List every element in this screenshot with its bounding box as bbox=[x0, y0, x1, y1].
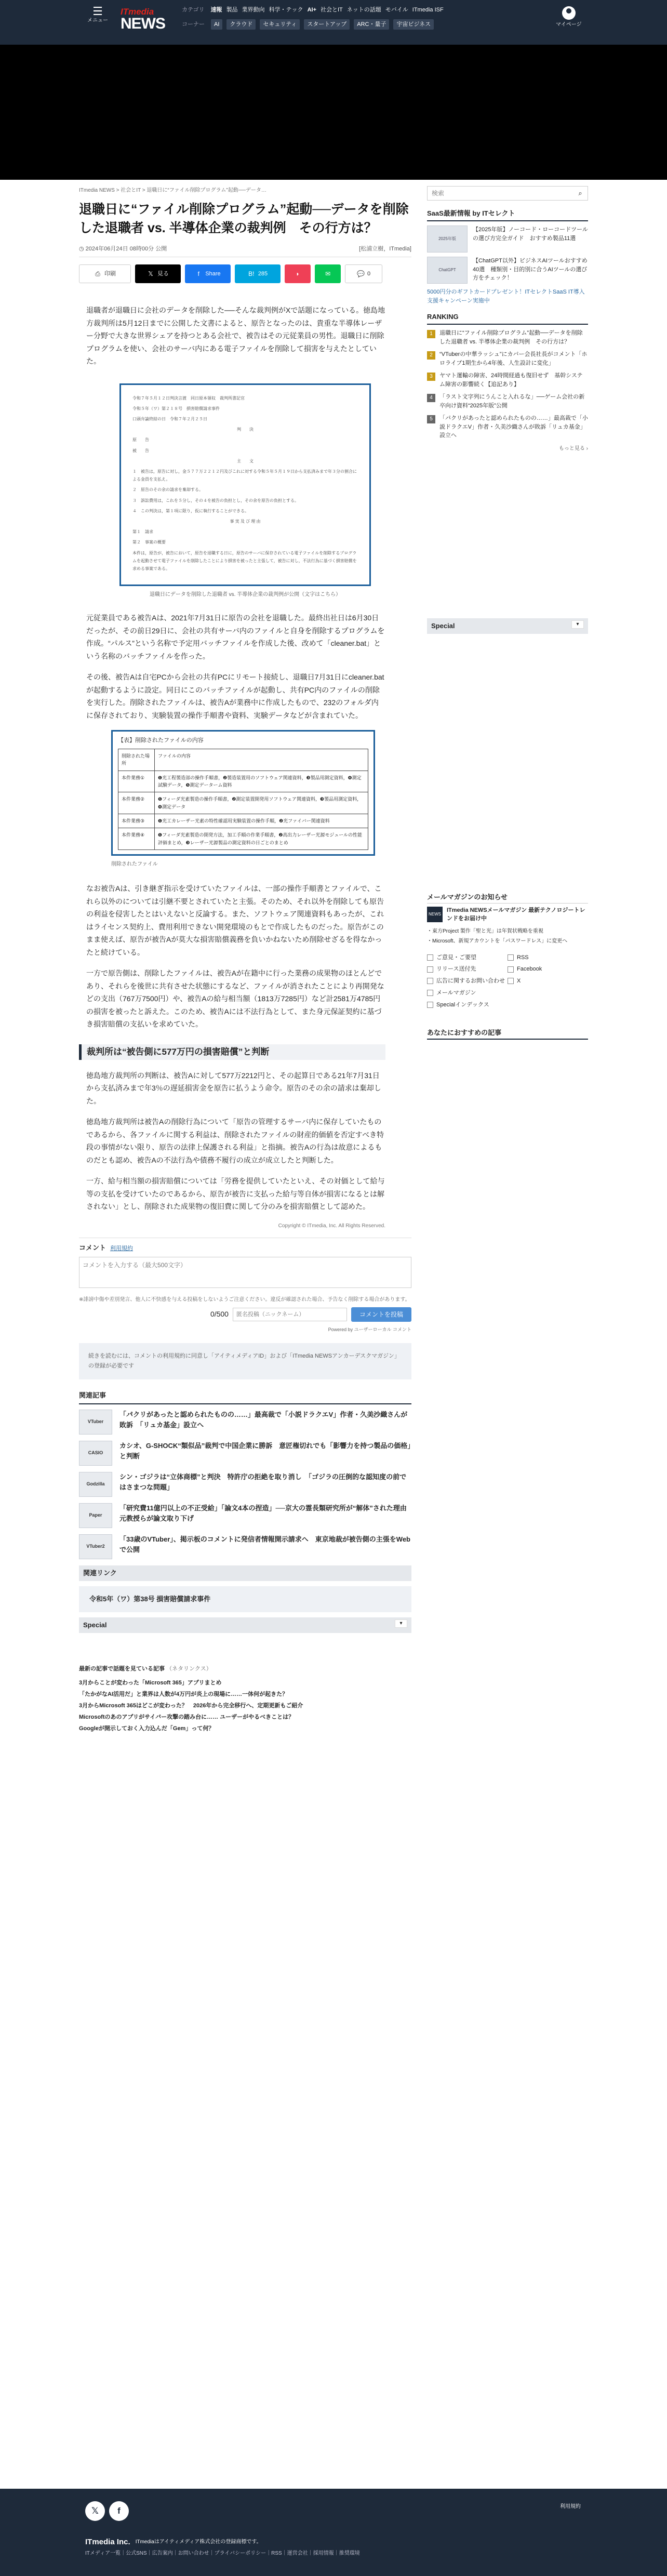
link-icon bbox=[508, 954, 514, 961]
newsletter-promo[interactable]: NEWS ITmedia NEWSメールマガジン 最新テクノロジートレンドをお届け中 bbox=[427, 907, 588, 923]
saas-thumbnail[interactable]: 2025年版 bbox=[427, 225, 468, 253]
ranking-title[interactable]: “VTuberの中華ラッシュ”にカバー会長社長がコメント「ホロライブ1期生から4年後、人生設計に変化」 bbox=[439, 351, 588, 366]
table-cell: 本件業務④ bbox=[118, 828, 155, 850]
nav-tag[interactable]: AI bbox=[211, 19, 222, 30]
table-cell: ❶フィーダ光素製造の開発方法，加工手順の作業手順書，❷高出力レーザー光源モジュールの性能評価まとめ，❸レーザー光源製品の測定資料の日ごとのまとめ bbox=[155, 828, 368, 850]
print-icon: ⎙ bbox=[95, 270, 100, 278]
sidebar-link-label[interactable]: Facebook bbox=[517, 966, 542, 973]
related-article[interactable] bbox=[79, 1441, 411, 1466]
table-row bbox=[118, 771, 368, 792]
login-prompt[interactable]: 続きを読むには、コメントの利用規約に同意し「アイティメディアID」および「ITmedia NEWSアンカーデスクマガジン」の登録が必要です bbox=[79, 1343, 411, 1379]
nav-tag[interactable]: ARC・量子 bbox=[354, 19, 389, 30]
search-input[interactable] bbox=[428, 187, 573, 200]
footer-links[interactable]: ITメディア一覧｜公式SNS｜広告案内｜お問い合わせ｜プライバシーポリシー｜RSS｜運営会社｜採用情報｜推奨環境 bbox=[85, 2551, 360, 2556]
x-icon: 𝕏 bbox=[148, 270, 153, 278]
document-line: 令和５年（ワ）第２１８号 損害賠償請求事件 bbox=[132, 406, 220, 411]
nav-item[interactable]: 社会とIT bbox=[321, 7, 343, 13]
table-cell: ❶光工カレーザー光素の特性確認用実験装置の操作手順，❷光ファイバー関連資料 bbox=[155, 814, 368, 828]
article-paragraph: 一方で原告側は、削除したファイルは、被告Aが在籍中に行った業務の成果物のほとんどであり、それらを後世に共有させた状態にするなど、ファイルが消されたことにより再開発などの支出（767万7500円）や、被告Aの給与相当額（1813万7285円）など計2581万4785円の損害を被ったと訴えた。このため、被告Aには不法行為として、また身元保証契約に基づき損害賠償の支払いを求めていた。 bbox=[86, 969, 384, 1029]
ranking-more-link[interactable]: もっと見る › bbox=[558, 445, 588, 452]
related-article[interactable] bbox=[79, 1534, 411, 1559]
sidebar-link-label[interactable]: 広告に関するお問い合わせ bbox=[436, 978, 505, 985]
global-nav bbox=[182, 5, 444, 34]
document-line: 令和７年５月１２日判決言渡 同日原本領収 裁判所書記官 bbox=[132, 395, 245, 401]
nav-item: カテゴリ bbox=[182, 7, 205, 13]
link-icon bbox=[427, 954, 433, 961]
nav-item[interactable]: ネットの話題 bbox=[346, 7, 381, 13]
ranking-title[interactable]: 「パクリがあったと認められたものの……」最高裁で「小説ドラクエV」作者・久美沙織さんが敗訴「リュカ基金」設立へ bbox=[439, 415, 588, 439]
article-paragraph: 退職者が退職日に会社のデータを削除した──そんな裁判例がXで話題になっている。徳島地方裁判所は5月12日までに公開した文書によると、原告となったのは、貴重な半導体レーザー分野で大きな世界シェアを持つとある会社で、被告はその元従業員の男性。退職日に削除プログラムを使い、会社のサーバ内にある電子ファイルを削除して損害を与えたとしていた。 bbox=[86, 306, 385, 366]
top-ad-banner[interactable] bbox=[0, 45, 667, 180]
document-line: 被 告 bbox=[132, 448, 149, 453]
print-button[interactable]: ⎙ 印刷 bbox=[79, 264, 131, 283]
popular-item[interactable]: 3月からMicrosoft 365はどこが変わった？ 2026年から完全移行へ、定期更新もご紹介 bbox=[79, 1702, 303, 1709]
newsletter-item[interactable]: ・ 東方Project 製作「聖と光」は年賀状戦略を重視 bbox=[427, 927, 588, 936]
link-icon bbox=[427, 978, 433, 984]
newsletter-heading: メールマガジンのお知らせ bbox=[427, 892, 588, 904]
nav-item[interactable]: 業界動向 bbox=[242, 7, 265, 13]
related-title[interactable]: シン・ゴジラは“立体商標”と判決 特許庁の拒絶を取り消し 「ゴジラの圧倒的な認知度の前ではさまつな問題」 bbox=[119, 1472, 407, 1491]
breadcrumb[interactable]: ITmedia NEWS > 社会とIT > 退職日に“ファイル削除プログラム”起動──データ… bbox=[79, 188, 266, 193]
ranking-title[interactable]: 「ラスト文字列にうんこと入れるな」──ゲーム会社の新卒向け資料“2025年版”公開 bbox=[439, 394, 585, 409]
rank-number: 5 bbox=[427, 415, 435, 423]
ranking-item[interactable] bbox=[427, 393, 588, 410]
table-cell: 本件業務① bbox=[118, 771, 155, 792]
article-column bbox=[79, 186, 411, 1734]
sidebar-special-bar: Special ▾ bbox=[427, 618, 588, 634]
terms-link[interactable]: 利用規約 bbox=[560, 2504, 581, 2509]
special-bar: Special ▾ bbox=[79, 1617, 411, 1633]
powered-by: Powered by ユーザーローカル コメント bbox=[328, 1327, 411, 1333]
table-row bbox=[118, 828, 368, 850]
terms-link[interactable]: 利用規約 bbox=[110, 1245, 134, 1252]
submit-comment-button[interactable]: コメントを投稿 bbox=[351, 1307, 411, 1322]
copyright: Copyright © ITmedia, Inc. All Rights Reserved. bbox=[278, 1223, 385, 1229]
related-thumbnail[interactable]: Paper bbox=[79, 1503, 112, 1528]
sidebar-link[interactable] bbox=[427, 988, 508, 998]
popular-item[interactable]: Googleが開示しておく入力込んだ「Gem」って何？ bbox=[79, 1725, 215, 1732]
saas-thumbnail[interactable]: ChatGPT bbox=[427, 257, 468, 284]
sidebar-link[interactable] bbox=[427, 976, 508, 986]
link-icon bbox=[508, 966, 514, 973]
site-header bbox=[0, 0, 667, 45]
article-paragraph: 元従業員である被告Aは、2021年7月31日に原告の会社を退職した。最終出社日は6月30日だったが、その前日29日に、会社の共有サーバ内のファイルと自身を削除するプログラムを作成。“パルス”という名称で予定用バッチファイルを作成した後、改めて「cleaner.bat」という名称のバッチファイルを作った。 bbox=[86, 614, 385, 660]
pocket-icon: ◗ bbox=[296, 270, 300, 278]
nav-tag[interactable]: セキュリティ bbox=[260, 19, 300, 30]
site-search bbox=[427, 186, 588, 201]
related-thumbnail[interactable]: VTuber bbox=[79, 1410, 112, 1435]
article-paragraph: なお被告Aは、引き継ぎ指示を受けていたファイルは、一部の操作手順書とファイルで、これら以外のについては引継不要とされていたと主張。そのため、それ以外を削除しても原告の利益を侵害したとはいえないと反論する。また、ソフトウェア関連資料もあったが、これはライセンス契約上、費用利用できない開発環境のもとで作成したものだった。原告がこのまま使えば、原告が被告Aが莫大な損害賠償義務を負いかねないため削除せざるを得なかったと続けている。 bbox=[86, 884, 384, 957]
expand-icon[interactable]: ▾ bbox=[571, 620, 584, 629]
document-line: 原 告 bbox=[132, 437, 149, 443]
link-icon bbox=[427, 966, 433, 973]
article-paragraph: 徳島地方裁判所の判断は、被告Aに対して577万2212円と、その起算日である21年7月31日から支払済みまで年3％の遅延損害金を原告に払うよう命令。原告のその余の請求は棄却した。 bbox=[86, 1071, 381, 1105]
article-title: 退職日に“ファイル削除プログラム”起動──データを削除した退職者 vs. 半導体企業の裁判例 その行方は？ bbox=[79, 202, 409, 236]
deleted-files-table bbox=[118, 749, 368, 851]
sidebar-link[interactable] bbox=[508, 964, 588, 974]
mypage-button[interactable]: マイページ bbox=[556, 6, 582, 28]
link-icon bbox=[508, 978, 514, 984]
sidebar-link[interactable] bbox=[508, 976, 588, 986]
saas-campaign-link[interactable]: 5000円分のギフトカードプレゼント！ITセレクトSaaS IT導入支援キャンペーン実施中 bbox=[427, 289, 585, 304]
site-logo[interactable]: ITmedia NEWS bbox=[121, 7, 165, 32]
sidebar-link bbox=[508, 988, 588, 998]
hamburger-icon: ☰ bbox=[92, 5, 103, 18]
related-article[interactable] bbox=[79, 1503, 411, 1528]
article-meta bbox=[79, 244, 411, 258]
related-heading: 関連記事 bbox=[79, 1390, 411, 1404]
sidebar-link-label[interactable]: X bbox=[517, 978, 521, 985]
site-footer bbox=[0, 2489, 667, 2576]
facebook-share-button[interactable]: f Share bbox=[185, 264, 231, 283]
x-icon[interactable]: 𝕏 bbox=[85, 2501, 105, 2521]
article-paragraph: 一方、給与相当額の損害賠償については「労務を提供していたといえ、その対価として給与等の支払を受けていたのであるから、原告が被告に支払った給与等自体が損害になるとは解されない」とし、削除された成果物の復旧費に関して分のみを損害賠償として認めた。 bbox=[86, 1177, 385, 1211]
document-line: 判 決 bbox=[237, 427, 254, 432]
newsletter-logo-icon: NEWS bbox=[427, 907, 443, 922]
rank-number: 4 bbox=[427, 394, 435, 402]
article-paragraph: 徳島地方裁判所は被告Aの削除行為について「原告の管理するサーバ内に保存していたものであるから、各ファイルに関する利益は、削除されたファイルの財産的価値を否定すべき特段の事情がない限り、原告の法律上保護される利益」と指摘。被告Aの行為は故意によるものだとも認め、被告Aの不法行為や債務不履行の成立が成立したと判断した。 bbox=[86, 1118, 384, 1164]
sidebar-links bbox=[427, 953, 588, 1010]
table-row bbox=[118, 814, 368, 828]
publish-date: ◷ 2024年06月24日 08時00分 公開 bbox=[79, 245, 167, 252]
hatena-share-button[interactable]: B! 285 bbox=[235, 264, 281, 283]
related-article[interactable] bbox=[79, 1472, 411, 1497]
ranking-item[interactable] bbox=[427, 371, 588, 389]
table-cell: ❶フィーダ光素製造の操作手順書，❷測定装置開発用ソフトウェア関連資料，❸製品用測定資料，❹測定データ bbox=[155, 792, 368, 814]
comment-count-button[interactable]: 💬 0 bbox=[345, 264, 382, 283]
saas-title[interactable]: 【ChatGPT以外】ビジネスAIツールおすすめ40選 種類別・目的別に合うAIツールの選び方をチェック！ bbox=[473, 258, 588, 282]
rank-number: 2 bbox=[427, 351, 435, 360]
sidebar-link[interactable] bbox=[508, 953, 588, 963]
pocket-button[interactable] bbox=[285, 264, 311, 283]
facebook-icon: f bbox=[197, 270, 199, 278]
newsletter-item[interactable]: ・ Microsoft、新規アカウントを「パスワードレス」に変更へ bbox=[427, 937, 588, 946]
related-title[interactable]: 「研究費11億円以上の不正受給」「論文4本の捏造」──京大の霊長類研究所が“解体”された理由 元教授らが論文取り下げ bbox=[119, 1504, 413, 1522]
section-heading: 裁判所は“被告側に577万円の損害賠償”と判断 bbox=[79, 1044, 385, 1060]
popular-articles: 最新の記事で話題を見ている記事 （ネタリンクス） 3月からことが変わった「Microsoft 365」アプリまとめ 「たかがなAI活用だ」と業界は人数が4万円が炎上の現場に……一体何が起きた？ 3月からMicrosoft 365はどこが変わった？ 2026年から完全移行へ、定期更新もご紹介 Microsoftのあのアプリがサイバー攻撃の踏み台に…… ユーザーがやるべきことは？ Googleが開示しておく入力込んだ「Gem」って何？ bbox=[79, 1664, 411, 1734]
nav-tag[interactable]: クラウド bbox=[226, 19, 256, 30]
share-bar bbox=[79, 264, 411, 283]
document-line: 本件は，原告が，被告において，原告を退職する日に，原告のサーバに保存されている電子ファイルを削除するプログラムを起動させて電子ファイルを削除したことにより損害を被ったと主張して，被告に対し，不法行為に基づく損害賠償を求める事案である。 bbox=[132, 550, 357, 571]
clock-icon: ◷ bbox=[79, 245, 84, 252]
related-link[interactable]: 令和5年（ワ）第38号 損害賠償請求事件 bbox=[79, 1586, 411, 1612]
char-count: 0/500 bbox=[210, 1309, 229, 1318]
related-title[interactable]: カシオ、G-SHOCK“類似品”裁判で中国企業に勝訴 意匠権切れでも「影響力を持つ製品の価格」と判断 bbox=[119, 1441, 411, 1460]
table-caption: 削除されたファイル bbox=[111, 861, 158, 868]
document-line: 主 文 bbox=[237, 458, 254, 463]
footer-brand: ITmedia Inc. ITmediaはアイティメディア株式会社の登録商標です。 bbox=[85, 2538, 262, 2546]
user-icon bbox=[562, 6, 576, 20]
related-title[interactable]: 「パクリがあったと認められたものの……」最高裁で「小説ドラクエV」作者・久美沙織さんが敗訴 「リュカ基金」設立へ bbox=[119, 1410, 408, 1429]
document-line: １ 被告は，原告に対し，金５７７万２２１２円及びこれに対する令和５年５月１９日から支払済みまで年３分の割合による金員を支払え。 bbox=[132, 469, 357, 482]
nav-item[interactable]: ITmedia ISF bbox=[412, 7, 444, 13]
link-icon bbox=[427, 990, 433, 996]
ranking-title[interactable]: ヤマト運輸の障害、24時間経過も復旧せず 基幹システム障害の影響続く【追記あり】 bbox=[439, 373, 583, 388]
sidebar bbox=[427, 186, 588, 1734]
nav-item[interactable]: 科学・テック bbox=[269, 7, 303, 13]
facebook-icon[interactable]: f bbox=[109, 2501, 129, 2521]
comment-icon: 💬 bbox=[356, 270, 365, 278]
table-title: 【表】削除されたファイルの内容 bbox=[118, 737, 204, 744]
table-cell: ❶光工程製造部の操作手順書，❷製造装置用のソフトウェア関連資料，❸製品用測定資料，❹測定試験データ，❺測定データーム資料 bbox=[155, 771, 368, 792]
nav-item[interactable]: モバイル bbox=[385, 7, 408, 13]
saas-item[interactable] bbox=[427, 225, 588, 253]
nickname-input[interactable] bbox=[233, 1308, 347, 1321]
ranking-item[interactable] bbox=[427, 329, 588, 346]
sidebar-link[interactable] bbox=[427, 964, 508, 974]
nav-item[interactable]: 速報 bbox=[210, 7, 222, 13]
hatena-icon: B! bbox=[248, 270, 255, 278]
document-line: 第２ 事案の概要 bbox=[132, 540, 166, 545]
rank-number: 3 bbox=[427, 373, 435, 381]
nav-tag[interactable]: スタートアップ bbox=[304, 19, 350, 30]
table-header: 削除された場所 bbox=[118, 749, 155, 771]
ranking-title[interactable]: 退職日に“ファイル削除プログラム”起動──データを削除した退職者 vs. 半導体企業の裁判例 その行方は？ bbox=[439, 330, 583, 345]
comment-input[interactable] bbox=[79, 1257, 411, 1288]
sidebar-link[interactable] bbox=[427, 953, 508, 963]
related-article[interactable] bbox=[79, 1410, 411, 1435]
document-line: ２ 原告のその余の請求を棄却する。 bbox=[132, 487, 203, 493]
table-cell: 本件業務② bbox=[118, 792, 155, 814]
saas-heading: SaaS最新情報 by ITセレクト bbox=[427, 208, 588, 221]
nav-item[interactable]: AI+ bbox=[307, 7, 316, 13]
saas-item[interactable] bbox=[427, 257, 588, 284]
document-line: ３ 訴訟費用は，これを５分し，その４を被告の負担とし，その余を原告の負担とする。 bbox=[132, 498, 299, 503]
author: [松浦立樹，ITmedia] bbox=[359, 245, 411, 252]
saas-title[interactable]: 【2025年版】ノーコード・ローコードツールの選び方完全ガイド おすすめ製品11選 bbox=[473, 227, 588, 242]
nav-category-label: コーナー bbox=[182, 21, 205, 28]
ranking-item[interactable] bbox=[427, 350, 588, 367]
document-line: 事 実 及 び 理 由 bbox=[230, 519, 261, 524]
link-icon bbox=[427, 1002, 433, 1008]
related-thumbnail[interactable]: Godzilla bbox=[79, 1472, 112, 1497]
related-title[interactable]: 「33歳のVTuber」、掲示板のコメントに発信者情報開示請求へ 東京地裁が被告側の主張をWebで公開 bbox=[119, 1535, 410, 1553]
sidebar-link bbox=[508, 1000, 588, 1010]
deleted-files-table-figure[interactable] bbox=[111, 730, 375, 856]
sidebar-link-label[interactable]: Specialインデックス bbox=[436, 1001, 489, 1008]
sidebar-link-label[interactable]: RSS bbox=[517, 954, 529, 961]
sidebar-link-label[interactable]: リリース送付先 bbox=[436, 966, 476, 973]
sidebar-link[interactable] bbox=[427, 1000, 508, 1010]
sidebar-link-label[interactable]: ご意見・ご要望 bbox=[436, 954, 476, 961]
line-button[interactable] bbox=[315, 264, 341, 283]
document-line: 口頭弁論終結の日 令和７年２月２５日 bbox=[132, 417, 207, 422]
related-thumbnail[interactable]: VTuber2 bbox=[79, 1534, 112, 1559]
document-line: 第１ 請求 bbox=[132, 529, 153, 535]
ranking-heading: RANKING bbox=[427, 311, 588, 325]
document-line: ４ この判決は，第１項に限り，仮に執行することができる。 bbox=[132, 508, 249, 513]
table-header: ファイルの内容 bbox=[155, 749, 368, 771]
figure-caption: 退職日にデータを削除した退職者 vs. 半導体企業の裁判例が公開（文字はこちら） bbox=[149, 592, 341, 598]
article-paragraph: その後、被告Aは自宅PCから会社の共有PCにリモート接続し、退職日7月31日にcleaner.batが起動するように設定。同日にこのバッチファイルが起動し、共有PC内のファイルの削除を実行した。削除されたファイルは、被告Aが業務中に作成したもので、232のフォルダ内に保存されており、実験装置の操作手順書や資料、実験データなどが含まれていた。 bbox=[86, 673, 384, 720]
court-document-figure[interactable] bbox=[119, 383, 371, 586]
popular-item[interactable]: Microsoftのあのアプリがサイバー攻撃の踏み台に…… ユーザーがやるべきことは？ bbox=[79, 1714, 295, 1720]
nav-item[interactable]: 製品 bbox=[226, 7, 238, 13]
table-row bbox=[118, 792, 368, 814]
rank-number: 1 bbox=[427, 330, 435, 338]
nav-tag[interactable]: 宇宙ビジネス bbox=[393, 19, 434, 30]
popular-item[interactable]: 3月からことが変わった「Microsoft 365」アプリまとめ bbox=[79, 1679, 222, 1686]
ranking-item[interactable] bbox=[427, 414, 588, 440]
related-thumbnail[interactable]: CASIO bbox=[79, 1441, 112, 1466]
expand-icon[interactable]: ▾ bbox=[395, 1619, 407, 1628]
menu-button[interactable]: ☰ メニュー bbox=[87, 5, 108, 23]
comment-note: ※誹謗中傷や差別発言、他人に不快感を与える投稿をしないようご注意ください。違反が確認された場合、予告なく削除する場合があります。 bbox=[79, 1296, 410, 1303]
table-cell: 本件業務③ bbox=[118, 814, 155, 828]
line-icon: ✉ bbox=[325, 270, 331, 278]
comment-section: コメント 利用規約 コメントを入力する（最大500文字） ※誹謗中傷や差別発言、他人に不快感を与える投稿をしないようご注意ください。違反が確認された場合、予告なく削除する場合があります。 0/500 匿名投稿（ニックネーム） コメントを投稿 Powered by ユーザーローカル コメント 続きを読むには、コメントの利用規約に同意し「アイティメディアID」および「ITmedia NEWSアンカーデスクマガジン」の登録が必要です bbox=[79, 1238, 411, 1379]
popular-item[interactable]: 「たかがなAI活用だ」と業界は人数が4万円が炎上の現場に……一体何が起きた？ bbox=[79, 1691, 288, 1697]
x-share-button[interactable]: 𝕏 見る bbox=[135, 264, 181, 283]
related-links-heading: 関連リンク bbox=[79, 1565, 411, 1581]
ranking-list bbox=[427, 329, 588, 440]
search-icon[interactable]: ⌕ bbox=[578, 189, 582, 197]
sidebar-link-label[interactable]: メールマガジン bbox=[436, 989, 476, 996]
recommend-heading: あなたにおすすめの記事 bbox=[427, 1027, 588, 1040]
